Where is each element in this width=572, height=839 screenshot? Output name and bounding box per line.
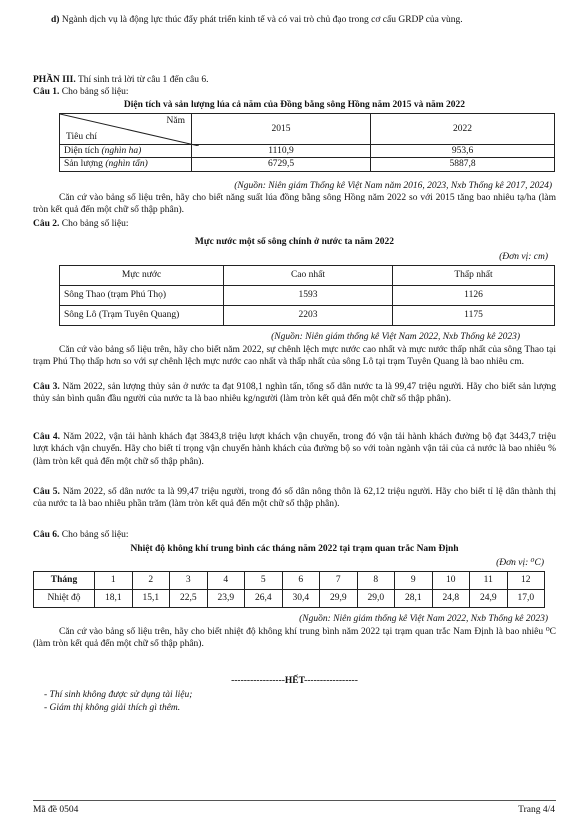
table-row: Sản lượng (nghìn tấn) 6729,5 5887,8	[60, 158, 555, 171]
q1-table-title: Diện tích và sản lượng lúa cả năm của Đồng bằng sông Hồng năm 2015 và năm 2022	[123, 100, 466, 110]
q6-intro: Câu 6. Cho bảng số liệu:	[33, 530, 129, 540]
q6-question: Căn cứ vào bảng số liệu trên, hãy cho biết nhiệt độ không khí trung bình năm 2022 tại trạm quan trắc Nam Định là bao nhiêu ⁰C (làm tròn kết quả đến một chữ số thập phân).	[33, 627, 556, 650]
q6-table	[33, 571, 545, 608]
table-row: Tháng 1 2 3 4 5 6 7 8 9 10 11 12	[34, 572, 545, 590]
footer-divider	[33, 800, 556, 801]
note-2: - Giám thị không giải thích gì thêm.	[44, 703, 181, 713]
q1-row-label: Sản lượng (nghìn tấn)	[60, 158, 192, 171]
q6-table-title: Nhiệt độ không khí trung bình các tháng năm 2022 tại trạm quan trắc Nam Định	[130, 544, 459, 554]
q1-source: (Nguồn: Niên giám Thống kê Việt Nam năm 2016, 2023, Nxb Thống kê 2017, 2024)	[234, 181, 552, 191]
item-d: d) Ngành dịch vụ là động lực thúc đẩy phát triển kinh tế và có vai trò chủ đạo trong cơ cấu GRDP của vùng.	[51, 15, 463, 25]
q6-unit: (Đơn vị: ⁰C)	[496, 558, 544, 568]
note-1: - Thí sinh không được sử dụng tài liệu;	[44, 690, 193, 700]
table-row: Nhiệt độ 18,1 15,1 22,5 23,9 26,4 30,4 29,9 29,0 28,1 24,8 24,9 17,0	[34, 590, 545, 608]
table-row: Diện tích (nghìn ha) 1110,9 953,6	[60, 145, 555, 158]
q1-corner-cell: Năm Tiêu chí	[60, 114, 192, 145]
exam-code: Mã đề 0504	[33, 805, 79, 815]
q1-question: Căn cứ vào bảng số liệu trên, hãy cho biết năng suất lúa đồng bằng sông Hồng năm 2022 so với 2015 tăng bao nhiêu tạ/ha (làm tròn kết quả đến một chữ số thập phân).	[33, 193, 556, 216]
page-number: Trang 4/4	[518, 805, 555, 815]
q6-source: (Nguồn: Niên giám thống kê Việt Nam 2022, Nxb Thống kê 2023)	[299, 614, 548, 624]
end-mark: -----------------HẾT-----------------	[231, 676, 358, 686]
q2-table-title: Mực nước một số sông chính ở nước ta năm 2022	[194, 237, 395, 247]
q4: Câu 4. Năm 2022, vận tải hành khách đạt 3843,8 triệu lượt khách vận chuyển, trong đó vận tải hành khách đường bộ đạt 3443,7 triệu lượt khách vận chuyển. Hãy cho biết tỉ trọng vận chuyển hành khách của đường bộ so với toàn ngành vận tải của cả nước là bao nhiêu % (làm tròn kết quả đến một chữ số thập phân).	[33, 432, 556, 467]
table-row: Sông Lô (Trạm Tuyên Quang) 2203 1175	[60, 306, 555, 326]
q2-intro: Câu 2. Cho bảng số liệu:	[33, 219, 129, 229]
q1-table	[59, 113, 555, 172]
q2-unit: (Đơn vị: cm)	[499, 252, 548, 262]
q1-year-2015: 2015	[192, 114, 371, 145]
q1-row-label: Diện tích (nghìn ha)	[60, 145, 192, 158]
q1-intro: Câu 1. Cho bảng số liệu:	[33, 87, 129, 97]
q3: Câu 3. Năm 2022, sản lượng thủy sản ở nước ta đạt 9108,1 nghìn tấn, tổng số dân nước ta là 99,47 triệu người. Hãy cho biết sản lượng thủy sản bình quân đầu người của nước ta là bao nhiêu kg/người (làm tròn kết quả đến một chữ số thập phân).	[33, 382, 556, 405]
table-row: Sông Thao (trạm Phú Thọ) 1593 1126	[60, 286, 555, 306]
q2-question: Căn cứ vào bảng số liệu trên, hãy cho biết năm 2022, sự chênh lệch mực nước cao nhất và mực nước thấp nhất của sông Thao tại trạm Phú Thọ thấp hơn so với sự chênh lệch mực nước cao nhất và thấp nhất của sông Lô tại trạm Tuyên Quang là bao nhiêu cm.	[33, 345, 556, 368]
q2-source: (Nguồn: Niên giám thống kê Việt Nam 2022, Nxb Thống kê 2023)	[271, 332, 520, 342]
q1-year-2022: 2022	[371, 114, 555, 145]
q2-table: Mực nước Cao nhất Thấp nhất Sông Thao (trạm Phú Thọ) 1593 1126 Sông Lô (Trạm Tuyên Quang) 2203 1175	[59, 265, 555, 326]
q5: Câu 5. Năm 2022, số dân nước ta là 99,47 triệu người, trong đó số dân nông thôn là 62,12 triệu người. Hãy cho biết tỉ lệ dân thành thị của nước ta là bao nhiêu phần trăm (làm tròn kết quả đến một chữ số thập phân).	[33, 487, 556, 510]
part-3-heading: PHẦN III. Thí sinh trả lời từ câu 1 đến câu 6.	[33, 75, 209, 85]
